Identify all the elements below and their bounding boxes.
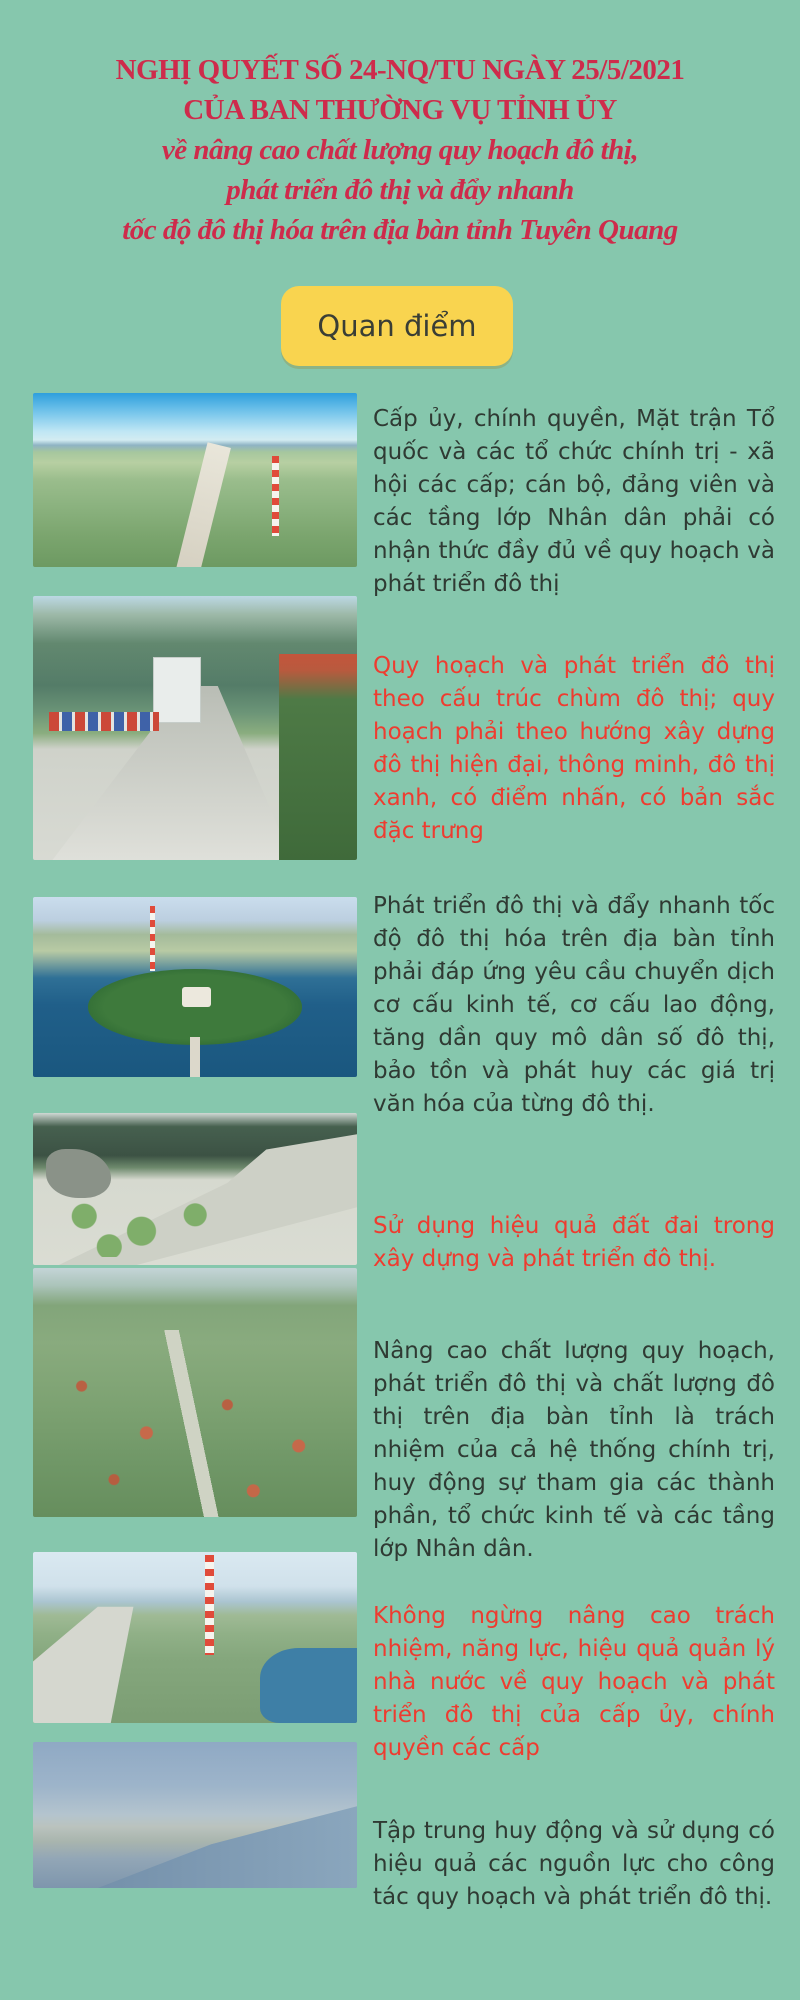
lake-graphic [260, 1648, 357, 1723]
quan-diem-text-1: Cấp ủy, chính quyền, Mặt trận Tổ quốc và các tổ chức chính trị - xã hội các cấp; cán bộ, đảng viên và các tầng lớp Nhân dân phải có nhận thức đầy đủ về quy hoạch và phát triển đô thị [373, 406, 775, 597]
subtitle-line-1: về nâng cao chất lượng quy hoạch đô thị, [161, 134, 639, 166]
rooftops-graphic [33, 1330, 357, 1517]
island-graphic [88, 969, 302, 1045]
quan-diem-text-7: Tập trung huy động và sử dụng có hiệu quả các nguồn lực cho công tác quy hoạch và phát triển đô thị. [373, 1818, 775, 1910]
riverside-city-photo [33, 1742, 357, 1888]
aerial-city-skyline-photo [33, 393, 357, 567]
title-line-1: NGHỊ QUYẾT SỐ 24-NQ/TU NGÀY 25/5/2021 [115, 54, 685, 86]
tv-tower-icon [272, 456, 279, 536]
park-lawns-graphic [52, 1189, 230, 1257]
building-graphic [153, 657, 202, 723]
quan-diem-text-6: Không ngừng nâng cao trách nhiệm, năng lực, hiệu quả quản lý nhà nước về quy hoạch và phát triển đô thị của cấp ủy, chính quyền các cấp [373, 1603, 775, 1761]
tv-tower-icon [205, 1555, 214, 1654]
tv-tower-icon [150, 906, 155, 971]
green-town-aerial-photo [33, 1268, 357, 1517]
boulevard-motorbikes-photo [33, 596, 357, 860]
tv-tower-avenue-photo [33, 1552, 357, 1723]
road-graphic [157, 442, 231, 567]
pavilion-graphic [182, 987, 211, 1007]
subtitle-line-2: phát triển đô thị và đẩy nhanh [226, 174, 574, 206]
quan-diem-text-4: Sử dụng hiệu quả đất đai trong xây dựng và phát triển đô thị. [373, 1213, 775, 1272]
quan-diem-text-3: Phát triển đô thị và đẩy nhanh tốc độ đô thị hóa trên địa bàn tỉnh phải đáp ứng yêu cầu chuyển dịch cơ cấu kinh tế, cơ cấu lao động, tăng dần quy mô dân số đô thị, bảo tồn và phát huy các giá trị văn hóa của từng đô thị. [373, 893, 775, 1117]
poster-header [30, 50, 770, 250]
lake-island-tower-photo [33, 897, 357, 1077]
trees-graphic [279, 654, 357, 860]
pier-graphic [190, 1037, 200, 1077]
quan-diem-text-5: Nâng cao chất lượng quy hoạch, phát triển đô thị và chất lượng đô thị trên địa bàn tỉnh là trách nhiệm của cả hệ thống chính trị, huy động sự tham gia các thành phần, tổ chức kinh tế và các tầng lớp Nhân dân. [373, 1338, 775, 1562]
river-graphic [33, 1742, 357, 1888]
subtitle-line-3: tốc độ đô thị hóa trên địa bàn tỉnh Tuyên Quang [122, 214, 678, 246]
title-line-2: CỦA BAN THƯỜNG VỤ TỈNH ỦY [183, 94, 617, 126]
quan-diem-text-2: Quy hoạch và phát triển đô thị theo cấu trúc chùm đô thị; quy hoạch phải theo hướng xây dựng đô thị hiện đại, thông minh, đô thị xanh, có điểm nhấn, có bản sắc đặc trưng [373, 653, 775, 844]
city-square-park-photo [33, 1113, 357, 1265]
section-badge-quan-diem[interactable]: Quan điểm [281, 286, 513, 366]
street-banners-graphic [49, 712, 159, 730]
